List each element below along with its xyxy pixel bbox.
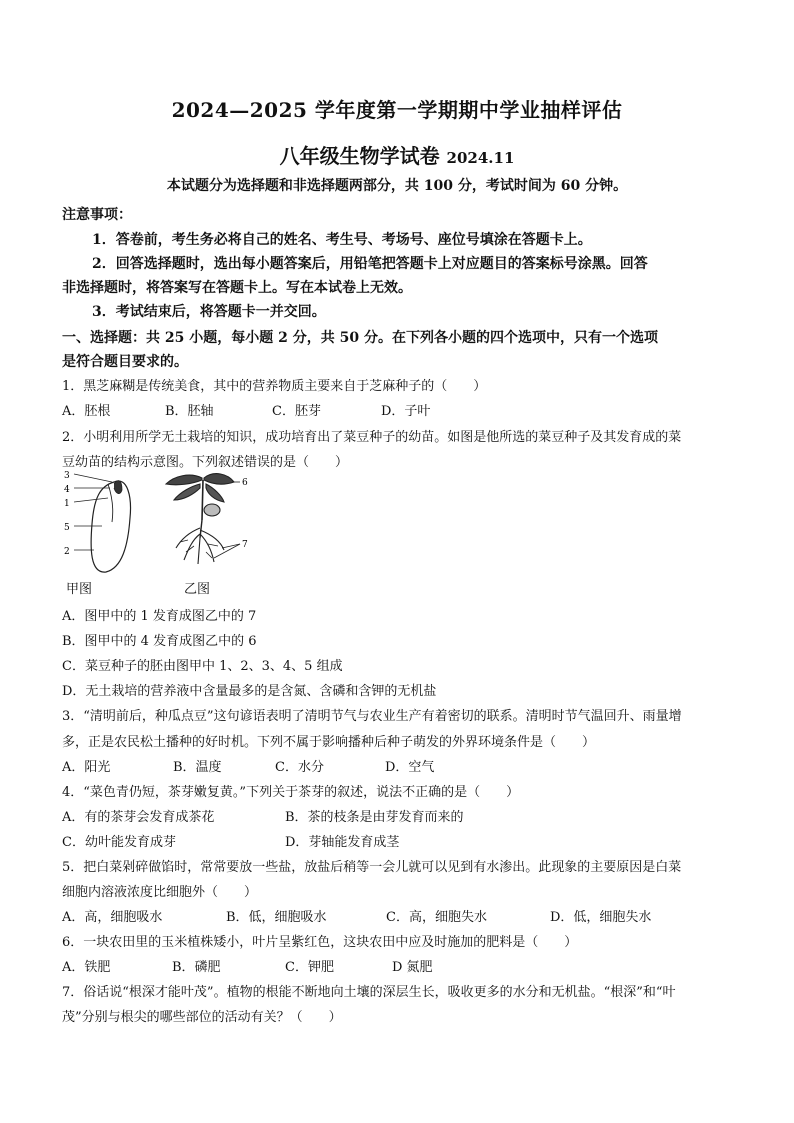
- q3-option-d: D．空气: [385, 760, 435, 775]
- question-1-stem: 1．黑芝麻糊是传统美食，其中的营养物质主要来自于芝麻种子的（ ）: [62, 379, 487, 394]
- q6-option-a: A．铁肥: [62, 960, 111, 975]
- seed-diagram: [74, 474, 130, 572]
- question-5-stem-cont: 细胞内溶液浓度比细胞外（ ）: [62, 885, 258, 900]
- q2-option-c: C．菜豆种子的胚由图甲中 1、2、3、4、5 组成: [62, 659, 343, 674]
- q1-option-b: B．胚轴: [165, 404, 214, 419]
- subtitle-text: 八年级生物学试卷: [279, 144, 440, 168]
- q1-option-c: C．胚芽: [272, 404, 321, 419]
- q2-option-b: B．图甲中的 4 发育成图乙中的 6: [62, 634, 257, 649]
- label-2: 2: [64, 547, 70, 557]
- figure-caption-jia: 甲图: [66, 582, 93, 597]
- bean-seed-figure: [62, 468, 252, 586]
- q5-option-b: B．低，细胞吸水: [226, 910, 327, 925]
- q6-option-c: C．钾肥: [285, 960, 334, 975]
- question-3-stem-cont: 多，正是农民松土播种的好时机。下列不属于影响播种后种子萌发的外界环境条件是（ ）: [62, 735, 596, 750]
- q2-option-a: A．图甲中的 1 发育成图乙中的 7: [62, 609, 257, 624]
- note-item: 非选择题时，将答案写在答题卡上。写在本试卷上无效。: [62, 280, 412, 296]
- question-6-stem: 6．一块农田里的玉米植株矮小，叶片呈紫红色，这块农田中应及时施加的肥料是（ ）: [62, 935, 578, 950]
- q4-option-a: A．有的茶芽会发育成茶花: [62, 810, 215, 825]
- question-4-stem: 4．“菜色青仍短，茶芽嫩复黄。”下列关于茶芽的叙述，说法不正确的是（ ）: [62, 785, 520, 800]
- note-item: 2．回答选择题时，选出每小题答案后，用铅笔把答题卡上对应题目的答案标号涂黑。回答: [92, 256, 648, 272]
- label-1: 1: [64, 499, 70, 509]
- exam-date: 2024.11: [446, 149, 515, 167]
- label-7: 7: [242, 540, 248, 550]
- q6-option-b: B．磷肥: [172, 960, 221, 975]
- q4-option-d: D．芽轴能发育成茎: [285, 835, 400, 850]
- question-2-stem-cont: 豆幼苗的结构示意图。下列叙述错误的是（ ）: [62, 455, 349, 470]
- exam-title: 2024—2025 学年度第一学期期中学业抽样评估: [171, 98, 623, 122]
- label-3: 3: [64, 471, 70, 481]
- q4-option-c: C．幼叶能发育成芽: [62, 835, 176, 850]
- question-3-stem: 3．“清明前后，种瓜点豆”这句谚语表明了清明节气与农业生产有着密切的联系。清明时节气温回升、雨量增: [62, 709, 682, 724]
- seedling-diagram: [166, 474, 240, 564]
- question-7-stem: 7．俗话说“根深才能叶茂”。植物的根能不断地向土壤的深层生长，吸收更多的水分和无机盐。“根深”和“叶: [62, 985, 676, 1000]
- exam-intro: 本试题分为选择题和非选择题两部分，共 100 分，考试时间为 60 分钟。: [166, 178, 628, 194]
- q5-option-c: C．高，细胞失水: [386, 910, 487, 925]
- label-5: 5: [64, 523, 70, 533]
- question-5-stem: 5．把白菜剁碎做馅时，常常要放一些盐，放盐后稍等一会儿就可以见到有水渗出。此现象的主要原因是白菜: [62, 860, 682, 875]
- q6-option-d: D 氮肥: [392, 960, 433, 975]
- q3-option-a: A．阳光: [62, 760, 111, 775]
- note-item: 3．考试结束后，将答题卡一并交回。: [92, 304, 326, 320]
- question-2-stem: 2．小明利用所学无土栽培的知识，成功培育出了菜豆种子的幼苗。如图是他所选的菜豆种子及其发育成的菜: [62, 430, 682, 445]
- q3-option-b: B．温度: [173, 760, 222, 775]
- q5-option-d: D．低，细胞失水: [550, 910, 652, 925]
- section-heading: 一、选择题：共 25 小题，每小题 2 分，共 50 分。在下列各小题的四个选项中，只有一个选项: [62, 330, 658, 346]
- figure-caption-yi: 乙图: [184, 582, 211, 597]
- q1-option-a: A．胚根: [62, 404, 111, 419]
- q3-option-c: C．水分: [275, 760, 324, 775]
- label-4: 4: [64, 485, 70, 495]
- label-6: 6: [242, 478, 248, 488]
- question-7-stem-cont: 茂”分别与根尖的哪些部位的活动有关？（ ）: [62, 1010, 342, 1025]
- note-item: 1．答卷前，考生务必将自己的姓名、考生号、考场号、座位号填涂在答题卡上。: [92, 232, 592, 248]
- exam-subtitle: [0, 140, 794, 169]
- q1-option-d: D．子叶: [381, 404, 431, 419]
- section-heading-cont: 是符合题目要求的。: [62, 354, 188, 370]
- q5-option-a: A．高，细胞吸水: [62, 910, 163, 925]
- notes-heading: 注意事项：: [62, 207, 132, 223]
- q2-option-d: D．无土栽培的营养液中含量最多的是含氮、含磷和含钾的无机盐: [62, 684, 437, 699]
- q4-option-b: B．茶的枝条是由芽发育而来的: [285, 810, 464, 825]
